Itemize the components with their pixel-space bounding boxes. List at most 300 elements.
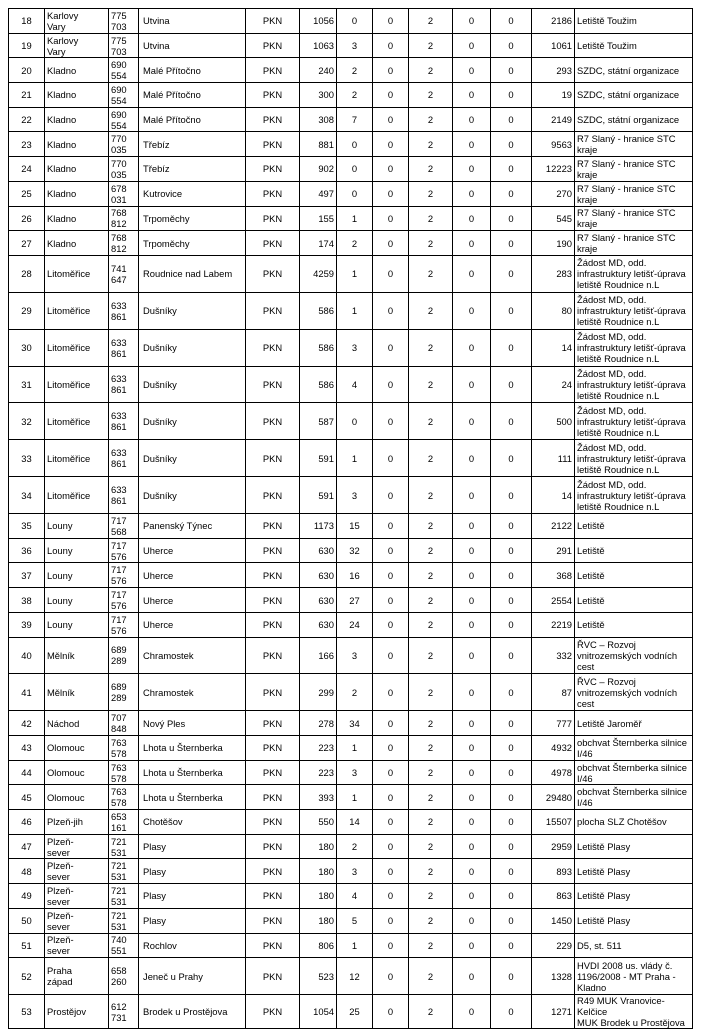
value-d-cell: 0	[491, 612, 532, 637]
value-d-cell: 0	[491, 132, 532, 157]
type-cell: PKN	[246, 157, 300, 182]
type-cell: PKN	[246, 83, 300, 108]
parcel-table	[8, 8, 693, 1029]
district-cell: Litoměřice	[45, 255, 109, 292]
area-size-cell: 14	[532, 477, 575, 514]
value-a-cell: 0	[373, 674, 409, 711]
area-size-cell: 2122	[532, 514, 575, 539]
code-cell: 763 578	[109, 736, 139, 761]
district-cell: Litoměřice	[45, 477, 109, 514]
type-cell: PKN	[246, 674, 300, 711]
sub-number-cell: 27	[337, 588, 373, 613]
purpose-cell: Žádost MD, odd. infrastruktury letišť-úprava letiště Roudnice n.L	[575, 403, 693, 440]
purpose-cell: SZDC, státní organizace	[575, 58, 693, 83]
row-number: 45	[9, 785, 45, 810]
type-cell: PKN	[246, 995, 300, 1029]
area-size-cell: 229	[532, 933, 575, 958]
row-number: 38	[9, 588, 45, 613]
type-cell: PKN	[246, 132, 300, 157]
value-a-cell: 0	[373, 366, 409, 403]
code-cell: 633 861	[109, 329, 139, 366]
district-cell: Karlovy Vary	[45, 9, 109, 34]
code-cell: 721 531	[109, 884, 139, 909]
parcel-number-cell: 278	[300, 711, 337, 736]
code-cell: 740 551	[109, 933, 139, 958]
table-row	[9, 231, 693, 256]
row-number: 49	[9, 884, 45, 909]
value-b-cell: 2	[409, 181, 453, 206]
parcel-number-cell: 308	[300, 107, 337, 132]
row-number: 48	[9, 859, 45, 884]
value-b-cell: 2	[409, 995, 453, 1029]
cadastral-area-cell: Utvina	[139, 9, 246, 34]
area-size-cell: 283	[532, 255, 575, 292]
district-cell: Plzeň- sever	[45, 834, 109, 859]
table-row	[9, 255, 693, 292]
table-row	[9, 292, 693, 329]
row-number: 52	[9, 958, 45, 995]
code-cell: 658 260	[109, 958, 139, 995]
table-row	[9, 58, 693, 83]
district-cell: Plzeň- sever	[45, 859, 109, 884]
parcel-number-cell: 497	[300, 181, 337, 206]
table-row	[9, 181, 693, 206]
area-size-cell: 80	[532, 292, 575, 329]
purpose-cell: R7 Slaný - hranice STC kraje	[575, 157, 693, 182]
cadastral-area-cell: Dušníky	[139, 440, 246, 477]
value-b-cell: 2	[409, 637, 453, 674]
value-d-cell: 0	[491, 477, 532, 514]
sub-number-cell: 3	[337, 637, 373, 674]
area-size-cell: 190	[532, 231, 575, 256]
row-number: 37	[9, 563, 45, 588]
type-cell: PKN	[246, 563, 300, 588]
cadastral-area-cell: Chramostek	[139, 637, 246, 674]
row-number: 35	[9, 514, 45, 539]
value-b-cell: 2	[409, 736, 453, 761]
row-number: 40	[9, 637, 45, 674]
value-d-cell: 0	[491, 329, 532, 366]
table-row	[9, 403, 693, 440]
parcel-number-cell: 1056	[300, 9, 337, 34]
sub-number-cell: 3	[337, 760, 373, 785]
area-size-cell: 1328	[532, 958, 575, 995]
district-cell: Kladno	[45, 231, 109, 256]
value-c-cell: 0	[453, 514, 491, 539]
sub-number-cell: 1	[337, 785, 373, 810]
code-cell: 775 703	[109, 33, 139, 58]
row-number: 29	[9, 292, 45, 329]
row-number: 27	[9, 231, 45, 256]
row-number: 47	[9, 834, 45, 859]
area-size-cell: 29480	[532, 785, 575, 810]
table-row	[9, 785, 693, 810]
code-cell: 775 703	[109, 9, 139, 34]
type-cell: PKN	[246, 181, 300, 206]
value-d-cell: 0	[491, 884, 532, 909]
area-size-cell: 2959	[532, 834, 575, 859]
value-d-cell: 0	[491, 674, 532, 711]
value-c-cell: 0	[453, 736, 491, 761]
type-cell: PKN	[246, 107, 300, 132]
area-size-cell: 111	[532, 440, 575, 477]
value-a-cell: 0	[373, 255, 409, 292]
value-b-cell: 2	[409, 292, 453, 329]
value-d-cell: 0	[491, 859, 532, 884]
purpose-cell: obchvat Šternberka silnice I/46	[575, 736, 693, 761]
cadastral-area-cell: Uherce	[139, 563, 246, 588]
value-a-cell: 0	[373, 588, 409, 613]
value-c-cell: 0	[453, 588, 491, 613]
row-number: 33	[9, 440, 45, 477]
value-c-cell: 0	[453, 206, 491, 231]
table-row	[9, 132, 693, 157]
cadastral-area-cell: Dušníky	[139, 403, 246, 440]
table-row	[9, 612, 693, 637]
cadastral-area-cell: Roudnice nad Labem	[139, 255, 246, 292]
parcel-number-cell: 806	[300, 933, 337, 958]
value-b-cell: 2	[409, 674, 453, 711]
district-cell: Kladno	[45, 181, 109, 206]
table-row	[9, 958, 693, 995]
parcel-number-cell: 155	[300, 206, 337, 231]
value-c-cell: 0	[453, 958, 491, 995]
value-a-cell: 0	[373, 760, 409, 785]
row-number: 41	[9, 674, 45, 711]
row-number: 42	[9, 711, 45, 736]
parcel-number-cell: 180	[300, 884, 337, 909]
purpose-cell: R7 Slaný - hranice STC kraje	[575, 181, 693, 206]
sub-number-cell: 0	[337, 157, 373, 182]
value-b-cell: 2	[409, 958, 453, 995]
table-row	[9, 9, 693, 34]
table-row	[9, 736, 693, 761]
value-a-cell: 0	[373, 9, 409, 34]
value-d-cell: 0	[491, 9, 532, 34]
value-a-cell: 0	[373, 810, 409, 835]
value-d-cell: 0	[491, 366, 532, 403]
value-a-cell: 0	[373, 181, 409, 206]
parcel-number-cell: 223	[300, 760, 337, 785]
row-number: 44	[9, 760, 45, 785]
value-c-cell: 0	[453, 255, 491, 292]
area-size-cell: 500	[532, 403, 575, 440]
value-c-cell: 0	[453, 674, 491, 711]
code-cell: 721 531	[109, 859, 139, 884]
code-cell: 763 578	[109, 760, 139, 785]
type-cell: PKN	[246, 403, 300, 440]
value-a-cell: 0	[373, 206, 409, 231]
sub-number-cell: 1	[337, 736, 373, 761]
value-a-cell: 0	[373, 58, 409, 83]
value-a-cell: 0	[373, 329, 409, 366]
cadastral-area-cell: Dušníky	[139, 329, 246, 366]
sub-number-cell: 3	[337, 329, 373, 366]
value-a-cell: 0	[373, 107, 409, 132]
value-a-cell: 0	[373, 958, 409, 995]
district-cell: Kladno	[45, 83, 109, 108]
value-c-cell: 0	[453, 884, 491, 909]
value-c-cell: 0	[453, 33, 491, 58]
cadastral-area-cell: Malé Přítočno	[139, 58, 246, 83]
value-a-cell: 0	[373, 637, 409, 674]
sub-number-cell: 12	[337, 958, 373, 995]
cadastral-area-cell: Plasy	[139, 908, 246, 933]
sub-number-cell: 4	[337, 366, 373, 403]
parcel-number-cell: 180	[300, 908, 337, 933]
value-c-cell: 0	[453, 83, 491, 108]
purpose-cell: Žádost MD, odd. infrastruktury letišť-úprava letiště Roudnice n.L	[575, 292, 693, 329]
value-b-cell: 2	[409, 711, 453, 736]
value-c-cell: 0	[453, 132, 491, 157]
value-a-cell: 0	[373, 514, 409, 539]
purpose-cell: SZDC, státní organizace	[575, 83, 693, 108]
code-cell: 763 578	[109, 785, 139, 810]
district-cell: Litoměřice	[45, 329, 109, 366]
purpose-cell: R7 Slaný - hranice STC kraje	[575, 206, 693, 231]
area-size-cell: 9563	[532, 132, 575, 157]
code-cell: 689 289	[109, 637, 139, 674]
sub-number-cell: 1	[337, 440, 373, 477]
code-cell: 633 861	[109, 292, 139, 329]
purpose-cell: Letiště	[575, 588, 693, 613]
parcel-number-cell: 591	[300, 440, 337, 477]
district-cell: Litoměřice	[45, 440, 109, 477]
area-size-cell: 777	[532, 711, 575, 736]
value-c-cell: 0	[453, 563, 491, 588]
cadastral-area-cell: Nový Ples	[139, 711, 246, 736]
parcel-number-cell: 1054	[300, 995, 337, 1029]
purpose-cell: Žádost MD, odd. infrastruktury letišť-úprava letiště Roudnice n.L	[575, 255, 693, 292]
value-c-cell: 0	[453, 810, 491, 835]
parcel-number-cell: 591	[300, 477, 337, 514]
parcel-number-cell: 902	[300, 157, 337, 182]
table-row	[9, 859, 693, 884]
code-cell: 741 647	[109, 255, 139, 292]
cadastral-area-cell: Plasy	[139, 834, 246, 859]
code-cell: 689 289	[109, 674, 139, 711]
district-cell: Kladno	[45, 157, 109, 182]
purpose-cell: R7 Slaný - hranice STC kraje	[575, 231, 693, 256]
value-d-cell: 0	[491, 637, 532, 674]
code-cell: 717 576	[109, 588, 139, 613]
district-cell: Louny	[45, 514, 109, 539]
cadastral-area-cell: Chotěšov	[139, 810, 246, 835]
sub-number-cell: 16	[337, 563, 373, 588]
cadastral-area-cell: Dušníky	[139, 477, 246, 514]
type-cell: PKN	[246, 884, 300, 909]
type-cell: PKN	[246, 538, 300, 563]
purpose-cell: ŘVC – Rozvoj vnitrozemských vodních cest	[575, 637, 693, 674]
row-number: 28	[9, 255, 45, 292]
row-number: 51	[9, 933, 45, 958]
sub-number-cell: 2	[337, 674, 373, 711]
value-b-cell: 2	[409, 785, 453, 810]
sub-number-cell: 15	[337, 514, 373, 539]
code-cell: 770 035	[109, 132, 139, 157]
value-a-cell: 0	[373, 403, 409, 440]
table-row	[9, 884, 693, 909]
sub-number-cell: 2	[337, 58, 373, 83]
value-d-cell: 0	[491, 736, 532, 761]
sub-number-cell: 2	[337, 834, 373, 859]
row-number: 21	[9, 83, 45, 108]
value-a-cell: 0	[373, 477, 409, 514]
sub-number-cell: 7	[337, 107, 373, 132]
row-number: 26	[9, 206, 45, 231]
parcel-number-cell: 523	[300, 958, 337, 995]
value-c-cell: 0	[453, 612, 491, 637]
value-d-cell: 0	[491, 908, 532, 933]
value-c-cell: 0	[453, 995, 491, 1029]
value-c-cell: 0	[453, 538, 491, 563]
purpose-cell: Žádost MD, odd. infrastruktury letišť-úprava letiště Roudnice n.L	[575, 329, 693, 366]
value-b-cell: 2	[409, 9, 453, 34]
table-row	[9, 107, 693, 132]
district-cell: Náchod	[45, 711, 109, 736]
area-size-cell: 1450	[532, 908, 575, 933]
value-b-cell: 2	[409, 810, 453, 835]
table-row	[9, 538, 693, 563]
district-cell: Mělník	[45, 637, 109, 674]
value-d-cell: 0	[491, 760, 532, 785]
table-row	[9, 329, 693, 366]
type-cell: PKN	[246, 785, 300, 810]
district-cell: Olomouc	[45, 785, 109, 810]
parcel-number-cell: 240	[300, 58, 337, 83]
parcel-number-cell: 223	[300, 736, 337, 761]
sub-number-cell: 2	[337, 231, 373, 256]
sub-number-cell: 1	[337, 206, 373, 231]
district-cell: Mělník	[45, 674, 109, 711]
code-cell: 768 812	[109, 231, 139, 256]
cadastral-area-cell: Rochlov	[139, 933, 246, 958]
district-cell: Plzeň- sever	[45, 884, 109, 909]
row-number: 50	[9, 908, 45, 933]
district-cell: Litoměřice	[45, 292, 109, 329]
value-b-cell: 2	[409, 588, 453, 613]
table-row	[9, 711, 693, 736]
cadastral-area-cell: Lhota u Šternberka	[139, 785, 246, 810]
area-size-cell: 4978	[532, 760, 575, 785]
area-size-cell: 2149	[532, 107, 575, 132]
value-d-cell: 0	[491, 83, 532, 108]
cadastral-area-cell: Trpoměchy	[139, 206, 246, 231]
row-number: 22	[9, 107, 45, 132]
sub-number-cell: 0	[337, 181, 373, 206]
type-cell: PKN	[246, 588, 300, 613]
code-cell: 633 861	[109, 477, 139, 514]
area-size-cell: 19	[532, 83, 575, 108]
sub-number-cell: 25	[337, 995, 373, 1029]
sub-number-cell: 5	[337, 908, 373, 933]
area-size-cell: 14	[532, 329, 575, 366]
type-cell: PKN	[246, 958, 300, 995]
cadastral-area-cell: Brodek u Prostějova	[139, 995, 246, 1029]
cadastral-area-cell: Trpoměchy	[139, 231, 246, 256]
value-c-cell: 0	[453, 366, 491, 403]
value-b-cell: 2	[409, 132, 453, 157]
type-cell: PKN	[246, 933, 300, 958]
value-b-cell: 2	[409, 477, 453, 514]
cadastral-area-cell: Jeneč u Prahy	[139, 958, 246, 995]
district-cell: Plzeň- sever	[45, 908, 109, 933]
value-a-cell: 0	[373, 933, 409, 958]
value-d-cell: 0	[491, 514, 532, 539]
type-cell: PKN	[246, 366, 300, 403]
purpose-cell: plocha SLZ Chotěšov	[575, 810, 693, 835]
value-c-cell: 0	[453, 477, 491, 514]
value-b-cell: 2	[409, 403, 453, 440]
parcel-number-cell: 630	[300, 563, 337, 588]
parcel-number-cell: 586	[300, 329, 337, 366]
row-number: 43	[9, 736, 45, 761]
area-size-cell: 1271	[532, 995, 575, 1029]
table-row	[9, 206, 693, 231]
area-size-cell: 87	[532, 674, 575, 711]
purpose-cell: R49 MUK Vranovice-Kelčice MUK Brodek u Prostějova	[575, 995, 693, 1029]
area-size-cell: 4932	[532, 736, 575, 761]
value-d-cell: 0	[491, 33, 532, 58]
purpose-cell: Žádost MD, odd. infrastruktury letišť-úprava letiště Roudnice n.L	[575, 477, 693, 514]
value-c-cell: 0	[453, 403, 491, 440]
value-b-cell: 2	[409, 329, 453, 366]
parcel-number-cell: 630	[300, 588, 337, 613]
row-number: 30	[9, 329, 45, 366]
table-row	[9, 477, 693, 514]
value-b-cell: 2	[409, 538, 453, 563]
purpose-cell: obchvat Šternberka silnice I/46	[575, 760, 693, 785]
parcel-number-cell: 550	[300, 810, 337, 835]
table-body	[9, 9, 693, 1029]
table-row	[9, 563, 693, 588]
value-b-cell: 2	[409, 884, 453, 909]
sub-number-cell: 3	[337, 33, 373, 58]
table-row	[9, 933, 693, 958]
type-cell: PKN	[246, 834, 300, 859]
code-cell: 717 576	[109, 538, 139, 563]
table-row	[9, 674, 693, 711]
value-d-cell: 0	[491, 255, 532, 292]
value-c-cell: 0	[453, 637, 491, 674]
row-number: 53	[9, 995, 45, 1029]
area-size-cell: 2186	[532, 9, 575, 34]
sub-number-cell: 14	[337, 810, 373, 835]
type-cell: PKN	[246, 637, 300, 674]
cadastral-area-cell: Malé Přítočno	[139, 83, 246, 108]
value-b-cell: 2	[409, 157, 453, 182]
row-number: 25	[9, 181, 45, 206]
value-a-cell: 0	[373, 33, 409, 58]
value-b-cell: 2	[409, 255, 453, 292]
district-cell: Louny	[45, 588, 109, 613]
row-number: 20	[9, 58, 45, 83]
value-b-cell: 2	[409, 908, 453, 933]
row-number: 32	[9, 403, 45, 440]
value-a-cell: 0	[373, 711, 409, 736]
value-b-cell: 2	[409, 612, 453, 637]
row-number: 18	[9, 9, 45, 34]
value-b-cell: 2	[409, 366, 453, 403]
purpose-cell: ŘVC – Rozvoj vnitrozemských vodních cest	[575, 674, 693, 711]
value-a-cell: 0	[373, 834, 409, 859]
table-row	[9, 514, 693, 539]
table-row	[9, 760, 693, 785]
value-c-cell: 0	[453, 785, 491, 810]
purpose-cell: obchvat Šternberka silnice I/46	[575, 785, 693, 810]
purpose-cell: Letiště	[575, 563, 693, 588]
parcel-number-cell: 586	[300, 366, 337, 403]
